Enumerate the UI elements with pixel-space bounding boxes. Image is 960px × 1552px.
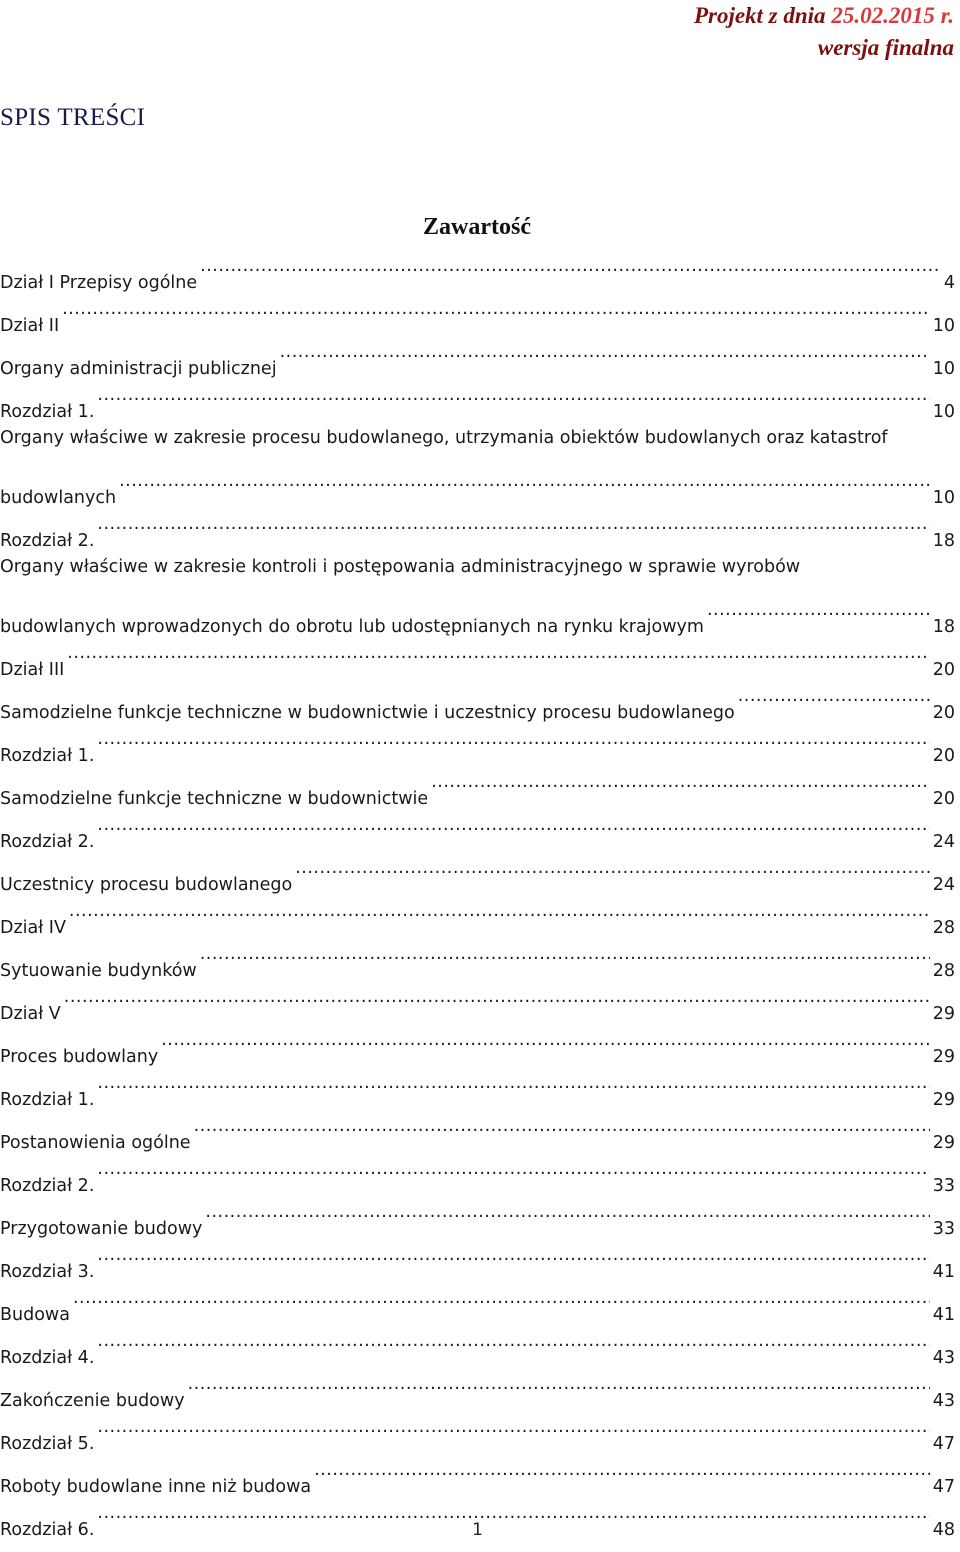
toc-entry[interactable] <box>0 1277 955 1325</box>
toc-entry-row <box>0 804 955 852</box>
toc-entry-row <box>0 245 955 293</box>
toc-dot-leader <box>280 331 930 374</box>
toc-entry-row <box>0 976 955 1024</box>
toc-entry[interactable] <box>0 503 955 551</box>
toc-entry-row <box>0 1191 955 1239</box>
toc-dot-leader <box>314 1449 930 1492</box>
toc-entry-page: 47 <box>932 1477 955 1497</box>
toc-dot-leader <box>200 933 930 976</box>
header-date: 25.02.2015 r. <box>831 3 954 28</box>
toc-dot-leader <box>161 1019 930 1062</box>
toc-entry-label: Rozdział 2. <box>0 531 95 551</box>
toc-entry[interactable] <box>0 847 955 895</box>
toc-dot-leader <box>97 804 929 847</box>
toc-entry-row <box>0 1363 955 1411</box>
toc-dot-leader <box>64 976 930 1019</box>
toc-dot-leader <box>205 1191 929 1234</box>
toc-entry-row <box>0 718 955 766</box>
toc-entry-label: budowlanych <box>0 488 117 508</box>
toc-title: Zawartość <box>423 214 531 240</box>
toc-entry-label: Rozdział 1. <box>0 746 95 766</box>
toc-entry-page: 47 <box>932 1434 955 1454</box>
toc-entry-label: Samodzielne funkcje techniczne w budownictwie i uczestnicy procesu budowlanego <box>0 703 735 723</box>
toc-entry-label: Proces budowlany <box>0 1047 159 1067</box>
toc-entry[interactable] <box>0 1449 955 1497</box>
header-prefix: Projekt z dnia <box>693 3 832 28</box>
toc-entry-label: Dział III <box>0 660 65 680</box>
toc-entry[interactable] <box>0 718 955 766</box>
toc-entry-page: 28 <box>932 961 955 981</box>
toc-dot-leader <box>188 1363 930 1406</box>
toc-entry-page: 10 <box>932 359 955 379</box>
toc-entry[interactable] <box>0 417 955 508</box>
toc-entry[interactable] <box>0 288 955 336</box>
toc-entry-page: 10 <box>932 402 955 422</box>
toc-dot-leader <box>431 761 930 804</box>
toc-entry-row <box>0 847 955 895</box>
toc-entry-label: Rozdział 1. <box>0 402 95 422</box>
toc-entry-row <box>0 374 955 422</box>
header-project-date <box>694 0 954 32</box>
toc-entry-label: Zakończenie budowy <box>0 1391 185 1411</box>
toc-entry[interactable] <box>0 632 955 680</box>
toc-entry-page: 33 <box>932 1176 955 1196</box>
toc-entry-row <box>0 890 955 938</box>
toc-entry[interactable] <box>0 1234 955 1282</box>
toc-dot-leader <box>97 374 929 417</box>
toc-entry-first-line: Organy właściwe w zakresie procesu budowlanego, utrzymania obiektów budowlanych oraz katastrof <box>0 428 888 448</box>
toc-entry[interactable] <box>0 1191 955 1239</box>
toc-entry-label: Rozdział 4. <box>0 1348 95 1368</box>
toc-dot-leader <box>295 847 929 890</box>
toc-entry-label: Dział II <box>0 316 60 336</box>
toc-dot-leader <box>97 503 929 546</box>
toc-entry[interactable] <box>0 890 955 938</box>
toc-entry-label: Samodzielne funkcje techniczne w budownictwie <box>0 789 429 809</box>
toc-dot-leader <box>738 675 930 718</box>
toc-entry[interactable] <box>0 1320 955 1368</box>
toc-entry[interactable] <box>0 1105 955 1153</box>
toc-entry-page: 24 <box>932 832 955 852</box>
toc-entry-row <box>0 1406 955 1454</box>
toc-entry-label: Postanowienia ogólne <box>0 1133 191 1153</box>
toc-entry[interactable] <box>0 245 955 293</box>
toc-entry-row <box>0 1277 955 1325</box>
toc-entry-page: 20 <box>932 789 955 809</box>
toc-dot-leader <box>97 1148 929 1191</box>
toc-entry-page: 43 <box>932 1348 955 1368</box>
toc-entry-row <box>0 1148 955 1196</box>
toc-entry-label: Rozdział 2. <box>0 832 95 852</box>
header-version: wersja finalna <box>817 35 954 60</box>
toc-dot-leader <box>194 1105 930 1148</box>
table-of-contents <box>0 245 955 1540</box>
toc-entry-page: 33 <box>932 1219 955 1239</box>
page-number: 1 <box>472 1520 483 1540</box>
toc-entry-page: 20 <box>932 703 955 723</box>
toc-entry[interactable] <box>0 546 955 637</box>
toc-entry[interactable] <box>0 331 955 379</box>
toc-entry-page: 20 <box>932 746 955 766</box>
toc-entry[interactable] <box>0 1363 955 1411</box>
toc-entry-row <box>0 632 955 680</box>
toc-entry-page: 4 <box>943 273 955 293</box>
toc-dot-leader <box>69 890 930 933</box>
toc-entry[interactable] <box>0 1062 955 1110</box>
toc-entry-label: Rozdział 2. <box>0 1176 95 1196</box>
toc-entry-label: Rozdział 5. <box>0 1434 95 1454</box>
toc-entry-label: Rozdział 6. <box>0 1520 95 1540</box>
toc-entry-label: Rozdział 3. <box>0 1262 95 1282</box>
toc-entry-row <box>0 460 955 508</box>
toc-entry-row <box>0 1449 955 1497</box>
toc-entry-page: 18 <box>932 531 955 551</box>
toc-entry-label: Roboty budowlane inne niż budowa <box>0 1477 312 1497</box>
toc-entry-row <box>0 1105 955 1153</box>
toc-dot-leader <box>97 1234 929 1277</box>
toc-entry[interactable] <box>0 1019 955 1067</box>
toc-entry-row <box>0 288 955 336</box>
toc-entry[interactable] <box>0 1406 955 1454</box>
toc-entry-label: Organy administracji publicznej <box>0 359 277 379</box>
toc-entry-page: 24 <box>932 875 955 895</box>
toc-entry-row <box>0 503 955 551</box>
toc-entry-label: Budowa <box>0 1305 70 1325</box>
spis-tresci-heading: SPIS TREŚCI <box>0 104 146 131</box>
toc-entry[interactable] <box>0 976 955 1024</box>
toc-dot-leader <box>97 718 929 761</box>
toc-entry[interactable] <box>0 804 955 852</box>
document-header <box>694 0 954 64</box>
toc-entry-page: 29 <box>932 1004 955 1024</box>
toc-entry-row <box>0 1019 955 1067</box>
toc-entry-row <box>0 1234 955 1282</box>
toc-dot-leader <box>200 245 941 288</box>
toc-entry-label: Rozdział 1. <box>0 1090 95 1110</box>
toc-entry-label: Dział IV <box>0 918 66 938</box>
toc-entry-row <box>0 1320 955 1368</box>
toc-entry-page: 41 <box>932 1305 955 1325</box>
toc-entry[interactable] <box>0 761 955 809</box>
toc-entry-label: Przygotowanie budowy <box>0 1219 203 1239</box>
toc-entry-label: Uczestnicy procesu budowlanego <box>0 875 293 895</box>
toc-entry-row <box>0 675 955 723</box>
toc-dot-leader <box>97 1062 929 1105</box>
toc-entry-label: Dział V <box>0 1004 61 1024</box>
toc-entry-page: 18 <box>932 617 955 637</box>
toc-dot-leader <box>119 460 930 503</box>
toc-entry-row <box>0 331 955 379</box>
toc-entry-page: 41 <box>932 1262 955 1282</box>
toc-entry-page: 43 <box>932 1391 955 1411</box>
toc-dot-leader <box>67 632 929 675</box>
toc-dot-leader <box>62 288 930 331</box>
toc-entry-page: 20 <box>932 660 955 680</box>
toc-entry-row <box>0 589 955 637</box>
toc-entry-first-line: Organy właściwe w zakresie kontroli i postępowania administracyjnego w sprawie wyrobów <box>0 557 801 577</box>
toc-entry-page: 29 <box>932 1090 955 1110</box>
toc-entry-page: 29 <box>932 1133 955 1153</box>
toc-entry[interactable] <box>0 933 955 981</box>
toc-entry-page: 29 <box>932 1047 955 1067</box>
toc-entry-row <box>0 1062 955 1110</box>
toc-dot-leader <box>97 1320 929 1363</box>
toc-entry-label: budowlanych wprowadzonych do obrotu lub udostępnianych na rynku krajowym <box>0 617 704 637</box>
toc-entry-label: Sytuowanie budynków <box>0 961 197 981</box>
toc-entry[interactable] <box>0 1148 955 1196</box>
toc-entry[interactable] <box>0 374 955 422</box>
toc-entry-page: 10 <box>932 316 955 336</box>
toc-dot-leader <box>73 1277 930 1320</box>
toc-entry-label: Dział I Przepisy ogólne <box>0 273 198 293</box>
toc-entry-row <box>0 933 955 981</box>
toc-entry-page: 28 <box>932 918 955 938</box>
toc-dot-leader <box>97 1406 929 1449</box>
toc-entry-row <box>0 761 955 809</box>
toc-entry-page: 10 <box>932 488 955 508</box>
toc-entry[interactable] <box>0 675 955 723</box>
toc-entry-page: 48 <box>932 1520 955 1540</box>
toc-dot-leader <box>707 589 930 632</box>
